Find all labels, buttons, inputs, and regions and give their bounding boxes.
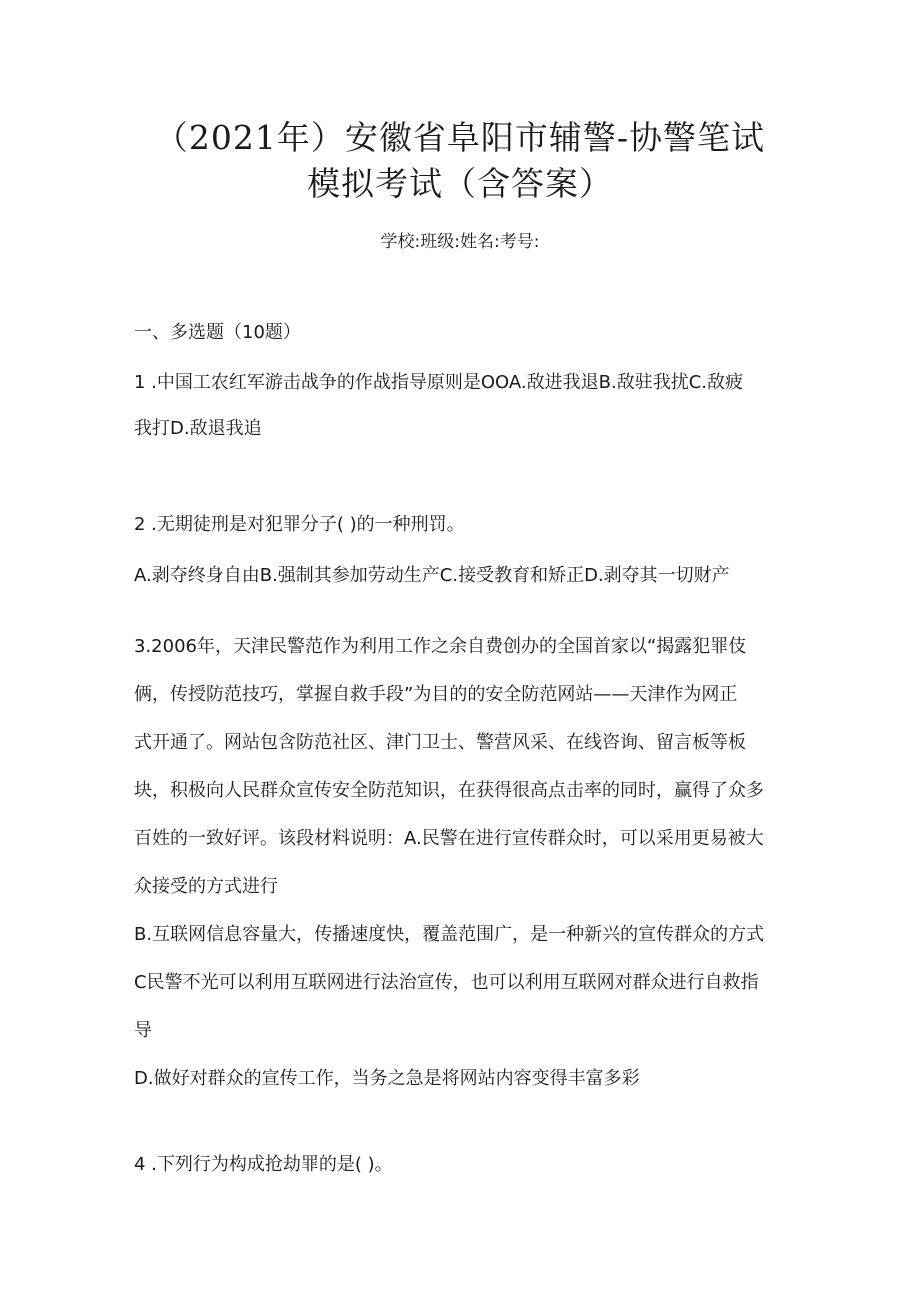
question-3-option-c-line-2: 导 xyxy=(134,1020,152,1041)
question-3-line-6: 众接受的方式进行 xyxy=(134,876,278,897)
question-1-line-1: 1 .中国工农红军游击战争的作战指导原则是OOA.敌进我退B.敌驻我扰C.敌疲 xyxy=(134,372,743,393)
question-3-option-d: D.做好对群众的宣传工作，当务之急是将网站内容变得丰富多彩 xyxy=(134,1068,640,1089)
section-heading: 一、多选题（10题） xyxy=(134,322,301,343)
question-3-option-c-line-1: C民警不光可以利用互联网进行法治宣传，也可以利用互联网对群众进行自救指 xyxy=(134,972,759,993)
question-2-options: A.剥夺终身自由B.强制其参加劳动生产C.接受教育和矫正D.剥夺其一切财产 xyxy=(134,565,730,586)
question-3-option-b: B.互联网信息容量大，传播速度快，覆盖范围广，是一种新兴的宣传群众的方式 xyxy=(134,924,765,945)
question-3-line-4: 块，积极向人民群众宣传安全防范知识，在获得很高点击率的同时，赢得了众多 xyxy=(134,780,764,801)
question-3-line-5: 百姓的一致好评。该段材料说明：A.民警在进行宣传群众时，可以采用更易被大 xyxy=(134,828,764,849)
question-3-line-3: 式开通了。网站包含防范社区、津门卫士、警营风采、在线咨询、留言板等板 xyxy=(134,732,746,753)
question-2-stem: 2 .无期徒刑是对犯罪分子( )的一种刑罚。 xyxy=(134,514,465,535)
question-4-stem: 4 .下列行为构成抢劫罪的是( )。 xyxy=(134,1154,393,1175)
document-title-line2: 模拟考试（含答案） xyxy=(307,164,613,203)
student-info-line: 学校:班级:姓名:考号: xyxy=(380,232,540,252)
question-3-line-1: 3.2006年，天津民警范作为利用工作之余自费创办的全国首家以“揭露犯罪伎 xyxy=(134,636,747,657)
question-3-line-2: 俩，传授防范技巧，掌握自救手段”为目的的安全防范网站——天津作为网正 xyxy=(134,684,738,705)
question-1-line-2: 我打D.敌退我追 xyxy=(134,418,262,439)
document-title-line1: （2021年）安徽省阜阳市辅警-协警笔试 xyxy=(154,118,766,157)
